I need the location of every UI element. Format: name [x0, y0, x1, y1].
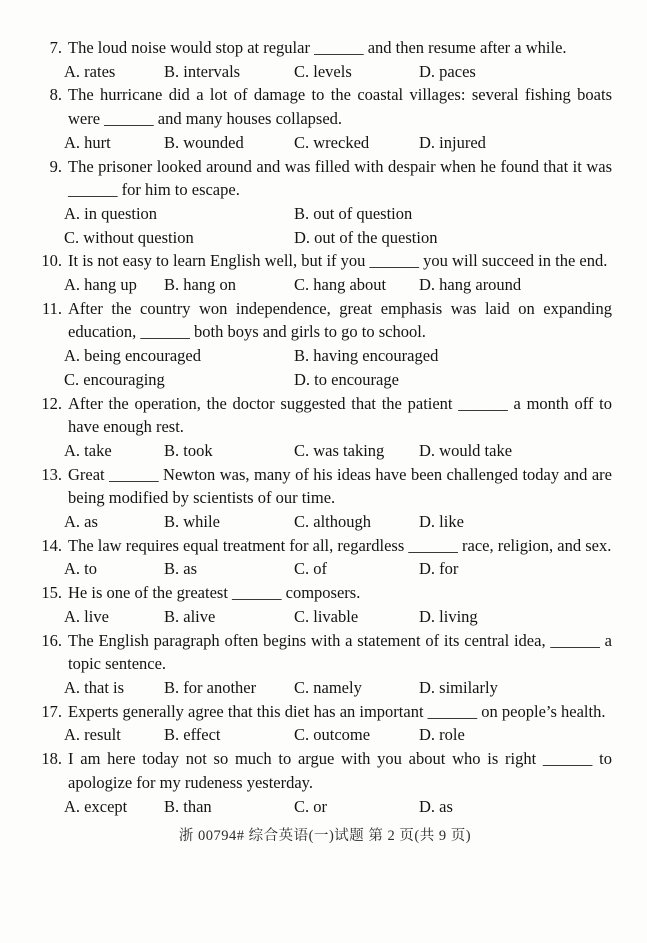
- question-item: [38, 83, 612, 154]
- question-item: [38, 249, 612, 296]
- question-number: 12.: [41, 393, 62, 413]
- question-stem-row: [38, 700, 612, 724]
- question-item: [38, 463, 612, 534]
- question-item: [38, 534, 612, 581]
- question-stem-row: [38, 297, 612, 344]
- option-c: C. without question: [64, 227, 194, 247]
- option-a: A. result: [64, 725, 121, 745]
- question-number: 8.: [49, 85, 62, 105]
- option-row: [64, 795, 612, 819]
- option-d: D. paces: [419, 61, 476, 81]
- question-item: [38, 629, 612, 700]
- option-c: C. was taking: [294, 440, 385, 460]
- option-d: D. as: [419, 796, 453, 816]
- option-b: B. as: [164, 559, 197, 579]
- question-text: He is one of the greatest ______ composers.: [68, 583, 361, 603]
- option-d: D. would take: [419, 440, 513, 460]
- option-c: C. wrecked: [294, 132, 370, 152]
- question-item: [38, 392, 612, 463]
- option-d: D. out of the question: [294, 227, 438, 247]
- option-b: B. for another: [164, 677, 257, 697]
- option-b: B. took: [164, 440, 213, 460]
- option-a: A. hurt: [64, 132, 111, 152]
- option-d: D. living: [419, 606, 478, 626]
- option-c: C. hang about: [294, 275, 387, 295]
- option-row: [64, 344, 612, 391]
- option-a: A. live: [64, 606, 109, 626]
- option-row: [64, 439, 612, 463]
- option-b: B. alive: [164, 606, 216, 626]
- option-row: [64, 557, 612, 581]
- option-b: B. having encouraged: [294, 346, 439, 366]
- option-c: C. or: [294, 796, 327, 816]
- question-item: [38, 747, 612, 818]
- question-text: The loud noise would stop at regular ______ and then resume after a while.: [68, 38, 567, 57]
- option-c: C. of: [294, 559, 327, 579]
- question-item: [38, 155, 612, 250]
- option-row: [64, 131, 612, 155]
- option-a: A. rates: [64, 61, 116, 81]
- question-text: The prisoner looked around and was filled with despair when he found that it was ______ for him to escape.: [68, 156, 612, 200]
- question-stem-row: [38, 83, 612, 130]
- question-number: 9.: [49, 156, 62, 176]
- question-number: 18.: [41, 749, 62, 769]
- option-row: [64, 273, 612, 297]
- question-number: 15.: [41, 583, 62, 603]
- question-text: After the operation, the doctor suggested that the patient ______ a month off to have enough rest.: [68, 393, 612, 437]
- question-stem-row: [38, 36, 612, 60]
- question-stem-row: [38, 534, 612, 558]
- option-c: C. livable: [294, 606, 359, 626]
- option-b: B. intervals: [164, 61, 241, 81]
- option-c: C. outcome: [294, 725, 371, 745]
- question-number: 16.: [41, 630, 62, 650]
- option-c: C. levels: [294, 61, 352, 81]
- option-a: A. to: [64, 559, 97, 579]
- option-c: C. encouraging: [64, 369, 165, 389]
- question-text: I am here today not so much to argue with you about who is right ______ to apologize for my rudeness yesterday.: [68, 749, 612, 792]
- question-text: Experts generally agree that this diet has an important ______ on people’s health.: [68, 701, 606, 721]
- question-number: 11.: [41, 298, 62, 318]
- question-text: Great ______ Newton was, many of his ideas have been challenged today and are being modified by scientists of our time.: [68, 464, 612, 508]
- question-number: 17.: [41, 701, 62, 721]
- question-item: [38, 581, 612, 628]
- option-b: B. than: [164, 796, 212, 816]
- question-item: [38, 297, 612, 392]
- option-b: B. hang on: [164, 275, 236, 295]
- question-stem-row: [38, 463, 612, 510]
- option-b: B. effect: [164, 725, 221, 745]
- option-c: C. although: [294, 512, 371, 532]
- question-stem-row: [38, 392, 612, 439]
- option-d: D. for: [419, 559, 459, 579]
- question-stem-row: [38, 581, 612, 605]
- question-text: The English paragraph often begins with a statement of its central idea, ______ a topic sentence.: [68, 630, 612, 674]
- option-row: [64, 605, 612, 629]
- option-d: D. to encourage: [294, 369, 399, 389]
- option-b: B. while: [164, 512, 220, 532]
- question-list: [38, 36, 612, 818]
- option-d: D. hang around: [419, 275, 522, 295]
- option-a: A. take: [64, 440, 112, 460]
- option-d: D. role: [419, 725, 465, 745]
- option-a: A. that is: [64, 677, 125, 697]
- question-item: [38, 36, 612, 83]
- question-text: The hurricane did a lot of damage to the coastal villages: several fishing boats were ______ and many houses collapsed.: [68, 85, 612, 129]
- option-a: A. being encouraged: [64, 346, 201, 366]
- option-a: A. as: [64, 512, 98, 532]
- option-b: B. out of question: [294, 203, 413, 223]
- question-stem-row: [38, 747, 612, 794]
- option-a: A. hang up: [64, 275, 137, 295]
- option-row: [64, 676, 612, 700]
- question-text: The law requires equal treatment for all, regardless ______ race, religion, and sex.: [68, 535, 612, 555]
- option-row: [64, 202, 612, 249]
- option-row: [64, 723, 612, 747]
- option-row: [64, 510, 612, 534]
- option-d: D. injured: [419, 132, 486, 152]
- question-text: It is not easy to learn English well, but if you ______ you will succeed in the end.: [68, 251, 608, 271]
- page-footer: 浙 00794# 综合英语(一)试题 第 2 页(共 9 页): [178, 828, 472, 845]
- question-item: [38, 700, 612, 747]
- question-number: 10.: [41, 251, 62, 271]
- option-c: C. namely: [294, 677, 362, 697]
- question-number: 14.: [41, 535, 62, 555]
- question-number: 13.: [41, 464, 62, 484]
- option-d: D. similarly: [419, 677, 498, 697]
- question-number: 7.: [49, 38, 62, 57]
- option-d: D. like: [419, 512, 464, 532]
- question-stem-row: [38, 155, 612, 202]
- option-a: A. except: [64, 796, 128, 816]
- question-stem-row: [38, 249, 612, 273]
- option-row: [64, 60, 612, 84]
- option-b: B. wounded: [164, 132, 244, 152]
- question-stem-row: [38, 629, 612, 676]
- option-a: A. in question: [64, 203, 158, 223]
- question-text: After the country won independence, great emphasis was laid on expanding education, ______ both boys and girls to go to school.: [68, 298, 612, 342]
